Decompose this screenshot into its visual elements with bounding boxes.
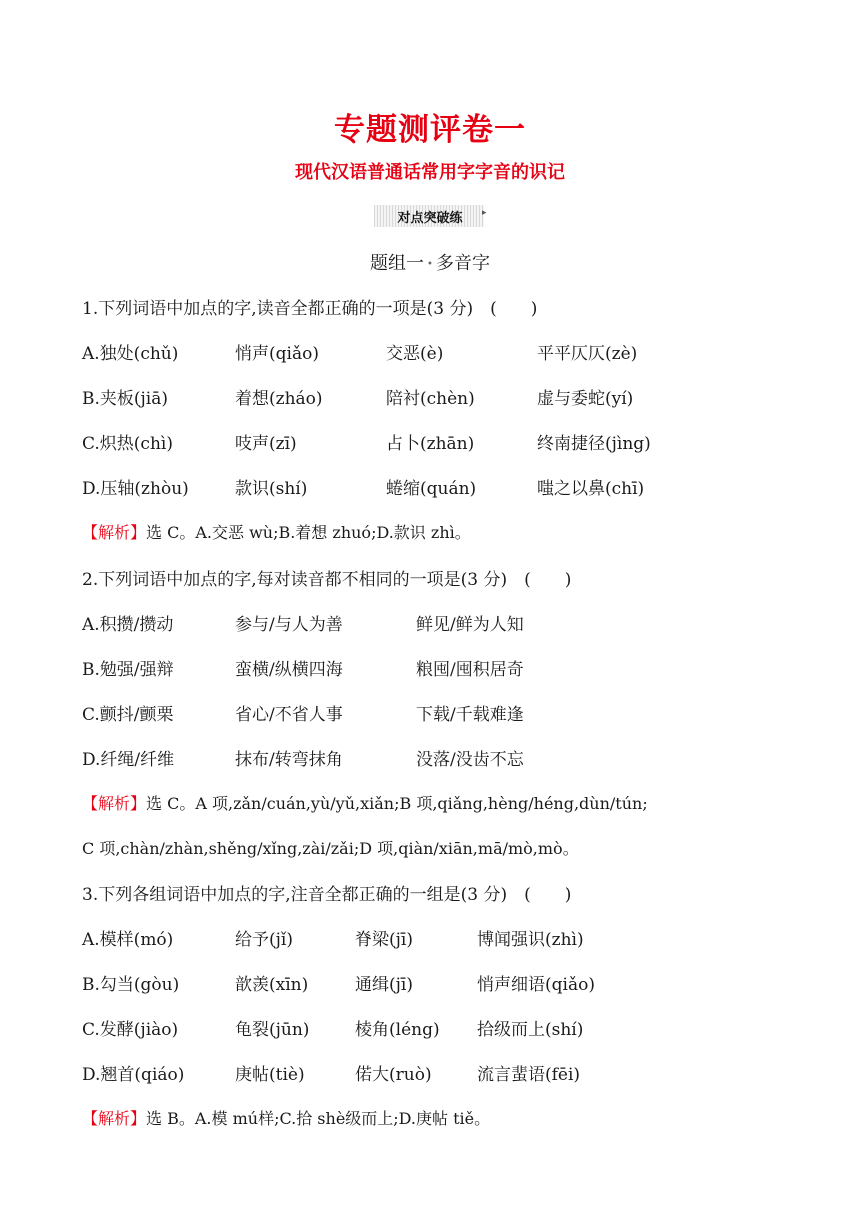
analysis-tag: 【解析】	[82, 794, 147, 813]
q3-option-b-2: 歆羡(xīn)	[235, 975, 309, 995]
q2-option-d-3: 没落/没齿不忘	[416, 750, 524, 770]
q1-option-c-4: 终南捷径(jìng)	[537, 434, 651, 454]
q3-option-d-3: 偌大(ruò)	[355, 1065, 432, 1085]
q1-option-c-3: 占卜(zhān)	[386, 434, 475, 454]
q1-option-d-1: D.压轴(zhòu)	[82, 479, 189, 499]
group-dot-icon: •	[427, 258, 433, 270]
q1-option-c-2: 吱声(zī)	[235, 434, 297, 454]
q3-option-a-2: 给予(jǐ)	[235, 930, 293, 950]
q3-option-c-3: 棱角(léng)	[355, 1020, 440, 1040]
q3-option-c-4: 拾级而上(shí)	[477, 1020, 584, 1040]
q3-option-a-1: A.模样(mó)	[82, 930, 174, 950]
badge-label: 对点突破练	[397, 211, 463, 226]
q2-option-b-3: 粮囤/囤积居奇	[416, 660, 524, 680]
q3-option-a-4: 博闻强识(zhì)	[477, 930, 584, 950]
q1-option-b-1: B.夹板(jiā)	[82, 389, 169, 409]
q2-option-b-2: 蛮横/纵横四海	[235, 660, 343, 680]
group-title	[0, 249, 860, 275]
q2-option-c-1: C.颤抖/颤栗	[82, 705, 174, 725]
section-badge	[370, 205, 490, 227]
q2-option-a-1: A.积攒/攒动	[82, 615, 174, 635]
q3-option-c-1: C.发酵(jiào)	[82, 1020, 179, 1040]
q3-option-d-2: 庚帖(tiè)	[235, 1065, 305, 1085]
q2-option-c-3: 下载/千载难逢	[416, 705, 524, 725]
q2-analysis-line1	[82, 791, 648, 814]
q2-option-b-1: B.勉强/强辩	[82, 660, 174, 680]
q2-option-c-2: 省心/不省人事	[235, 705, 343, 725]
q1-option-b-2: 着想(zháo)	[235, 389, 323, 409]
analysis-tag: 【解析】	[82, 523, 147, 542]
q2-analysis-line2: C 项,chàn/zhàn,shěng/xǐng,zài/zǎi;D 项,qiàn/xiān,mā/mò,mò。	[82, 839, 579, 858]
q1-option-a-1: A.独处(chǔ)	[82, 344, 179, 364]
q3-analysis	[82, 1106, 490, 1129]
q1-option-a-3: 交恶(è)	[386, 344, 444, 364]
q1-option-b-4: 虚与委蛇(yí)	[537, 389, 634, 409]
q1-option-c-1: C.炽热(chì)	[82, 434, 173, 454]
q1-stem: 1.下列词语中加点的字,读音全都正确的一项是(3 分) ( )	[82, 299, 538, 319]
q3-option-c-2: 龟裂(jūn)	[235, 1020, 310, 1040]
q2-option-d-2: 抹布/转弯抹角	[235, 750, 343, 770]
q1-option-d-2: 款识(shí)	[235, 479, 308, 499]
q3-option-b-4: 悄声细语(qiǎo)	[477, 975, 595, 995]
q1-analysis	[82, 520, 471, 543]
q1-option-a-2: 悄声(qiǎo)	[235, 344, 319, 364]
q1-option-b-3: 陪衬(chèn)	[386, 389, 475, 409]
q3-option-d-4: 流言蜚语(fēi)	[477, 1065, 581, 1085]
group-topic: 多音字	[435, 253, 490, 274]
q3-option-d-1: D.翘首(qiáo)	[82, 1065, 185, 1085]
analysis-text: 选 C。A.交恶 wù;B.着想 zhuó;D.款识 zhì。	[146, 523, 471, 542]
analysis-text: 选 B。A.模 mú样;C.拾 shè级而上;D.庚帖 tiě。	[146, 1109, 491, 1128]
q2-option-d-1: D.纤绳/纤维	[82, 750, 175, 770]
analysis-text: 选 C。A 项,zǎn/cuán,yù/yǔ,xiǎn;B 项,qiǎng,hèng/héng,dùn/tún;	[146, 794, 648, 813]
q2-option-a-3: 鲜见/鲜为人知	[416, 615, 524, 635]
page-subtitle: 现代汉语普通话常用字字音的识记	[295, 162, 565, 183]
q3-stem: 3.下列各组词语中加点的字,注音全都正确的一组是(3 分) ( )	[82, 885, 572, 905]
q1-option-d-3: 蜷缩(quán)	[386, 479, 477, 499]
badge-arrow-icon: ▸	[482, 208, 487, 218]
group-name: 题组一	[370, 253, 425, 274]
q3-option-a-3: 脊梁(jī)	[355, 930, 413, 950]
q2-stem: 2.下列词语中加点的字,每对读音都不相同的一项是(3 分) ( )	[82, 570, 572, 590]
q1-option-d-4: 嗤之以鼻(chī)	[537, 479, 645, 499]
q3-option-b-1: B.勾当(gòu)	[82, 975, 180, 995]
page-title: 专题测评卷一	[334, 112, 526, 148]
analysis-tag: 【解析】	[82, 1109, 147, 1128]
q1-option-a-4: 平平仄仄(zè)	[537, 344, 638, 364]
q3-option-b-3: 通缉(jī)	[355, 975, 413, 995]
q2-option-a-2: 参与/与人为善	[235, 615, 343, 635]
